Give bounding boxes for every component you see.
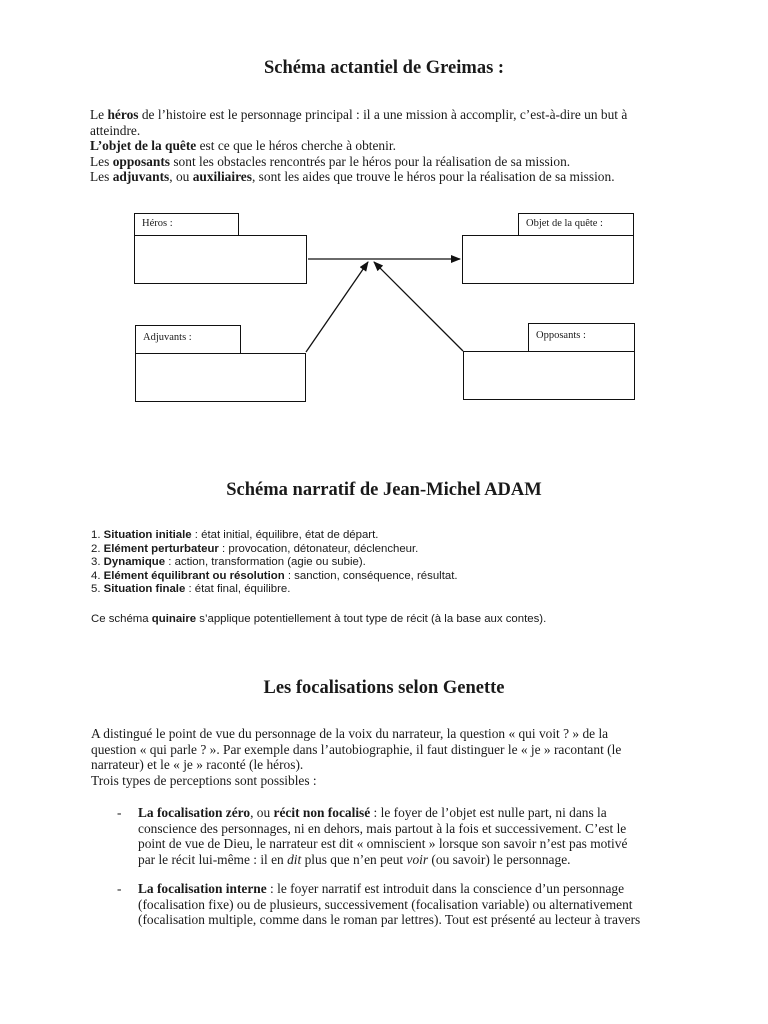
objet-box xyxy=(462,235,634,284)
bold-run: auxiliaires xyxy=(192,169,252,184)
adjuvants-label: Adjuvants : xyxy=(135,325,241,354)
genette-intro-line xyxy=(91,773,691,789)
bold-run: Dynamique xyxy=(103,556,166,569)
text-run: atteindre. xyxy=(90,122,141,138)
bold-run: Elément perturbateur xyxy=(103,542,219,555)
opposants-label: Opposants : xyxy=(528,323,635,352)
bold-run: quinaire xyxy=(151,613,197,625)
bullet-line xyxy=(138,852,698,868)
text-run: narrateur) et le « je » raconté (le héros). xyxy=(91,757,304,772)
text-run: 1. xyxy=(91,529,104,541)
bold-run: L’objet de la quête xyxy=(90,138,197,153)
text-run: (focalisation multiple, comme dans le roman par lettres). Tout est présenté au lecteur à travers xyxy=(138,912,641,927)
bold-run: Situation finale xyxy=(103,583,186,596)
bullet-line xyxy=(138,821,698,837)
genette-intro xyxy=(91,726,691,788)
text-run: : état final, équilibre. xyxy=(185,583,291,596)
text-run: : action, transformation (agie ou subie). xyxy=(165,556,366,569)
text-run: conscience des personnages, ni en dehors, mais partout à la fois et successivement. C’est le xyxy=(138,820,627,836)
bold-run: adjuvants xyxy=(112,169,170,184)
text-run: est ce que le héros cherche à obtenir. xyxy=(196,138,396,153)
greimas-intro-line xyxy=(90,138,690,154)
bullet-marker: - xyxy=(117,805,122,820)
bullet-line xyxy=(138,881,698,897)
text-run: A distingué le point de vue du personnage de la voix du narrateur, la question « qui voit ? » de la xyxy=(91,726,609,741)
text-run: : provocation, détonateur, déclencheur. xyxy=(218,542,419,555)
adam-list-item xyxy=(91,543,691,557)
text-run: , ou xyxy=(169,169,193,184)
bullet-focalisation-zero xyxy=(138,805,698,867)
text-run: (focalisation fixe) ou de plusieurs, successivement (focalisation variable) ou alternativement xyxy=(138,896,633,912)
text-run: : le foyer narratif est introduit dans la conscience d’un personnage xyxy=(266,881,625,896)
adam-note xyxy=(91,613,546,627)
heros-box xyxy=(134,235,307,284)
greimas-title: Schéma actantiel de Greimas : xyxy=(263,58,505,78)
text-run: 3. xyxy=(91,556,104,569)
adjuvants-box xyxy=(135,353,306,402)
text-run: : le foyer de l’objet est nulle part, ni dans la xyxy=(370,805,607,820)
genette-intro-line xyxy=(91,726,691,742)
greimas-intro-line xyxy=(90,169,690,185)
adam-list-item xyxy=(91,570,691,584)
bullet-line xyxy=(138,805,698,821)
text-run: 4. xyxy=(91,569,104,582)
greimas-intro-line xyxy=(90,123,690,139)
text-run: point de vue de Dieu, le narrateur est dit « omniscient » lorsque son savoir n’est pas motivé xyxy=(138,836,628,851)
genette-intro-line xyxy=(91,742,691,758)
adam-list xyxy=(91,529,691,597)
text-run: de l’histoire est le personnage principal : il a une mission à accomplir, c’est-à-dire un but à xyxy=(138,107,628,122)
arrow-opposants-to-quest xyxy=(374,262,463,351)
bold-run: Situation initiale xyxy=(103,529,192,541)
bold-run: Elément équilibrant ou résolution xyxy=(103,569,285,582)
text-run: Le xyxy=(90,107,108,122)
bullet-focalisation-interne xyxy=(138,881,698,928)
adam-title: Schéma narratif de Jean-Michel ADAM xyxy=(226,480,542,500)
greimas-intro-line xyxy=(90,154,690,170)
text-run: par le récit lui-même : il en xyxy=(138,851,288,867)
opposants-box xyxy=(463,351,635,400)
text-run: Ce schéma xyxy=(91,613,152,625)
bullet-line xyxy=(138,836,698,852)
bold-run: La focalisation zéro xyxy=(138,805,251,820)
text-run: Les xyxy=(90,169,113,184)
bold-run: récit non focalisé xyxy=(273,805,371,820)
italic-run: dit xyxy=(287,851,302,867)
text-run: (ou savoir) le personnage. xyxy=(428,851,571,867)
text-run: : sanction, conséquence, résultat. xyxy=(284,569,458,582)
adam-list-item xyxy=(91,529,691,543)
objet-label: Objet de la quête : xyxy=(518,213,634,236)
text-run: Trois types de perceptions sont possibles : xyxy=(91,772,317,788)
text-run: 2. xyxy=(91,542,104,555)
text-run: Les xyxy=(90,153,113,169)
bullet-line xyxy=(138,897,698,913)
text-run: s’applique potentiellement à tout type de récit (à la base aux contes). xyxy=(196,613,547,625)
heros-label: Héros : xyxy=(134,213,239,236)
genette-intro-line xyxy=(91,757,691,773)
text-run: 5. xyxy=(91,583,104,596)
genette-title: Les focalisations selon Genette xyxy=(263,678,505,698)
bullet-line xyxy=(138,912,698,928)
greimas-intro-line xyxy=(90,107,690,123)
text-run: sont les obstacles rencontrés par le héros pour la réalisation de sa mission. xyxy=(170,153,571,169)
text-run: , sont les aides que trouve le héros pour la réalisation de sa mission. xyxy=(251,169,615,184)
italic-run: voir xyxy=(406,851,429,867)
bold-run: opposants xyxy=(112,153,170,169)
bullet-marker: - xyxy=(117,881,122,896)
text-run: question « qui parle ? ». Par exemple dans l’autobiographie, il faut distinguer le « je » racontant (le xyxy=(91,741,622,757)
adam-list-item xyxy=(91,583,691,597)
adam-list-item xyxy=(91,556,691,570)
arrow-adjuvants-to-quest xyxy=(306,262,368,352)
text-run: plus que n’en peut xyxy=(301,851,407,867)
greimas-intro xyxy=(90,107,690,185)
text-run: , ou xyxy=(250,805,274,820)
text-run: : état initial, équilibre, état de départ. xyxy=(191,529,379,541)
bold-run: La focalisation interne xyxy=(138,881,267,896)
bold-run: héros xyxy=(107,107,139,122)
